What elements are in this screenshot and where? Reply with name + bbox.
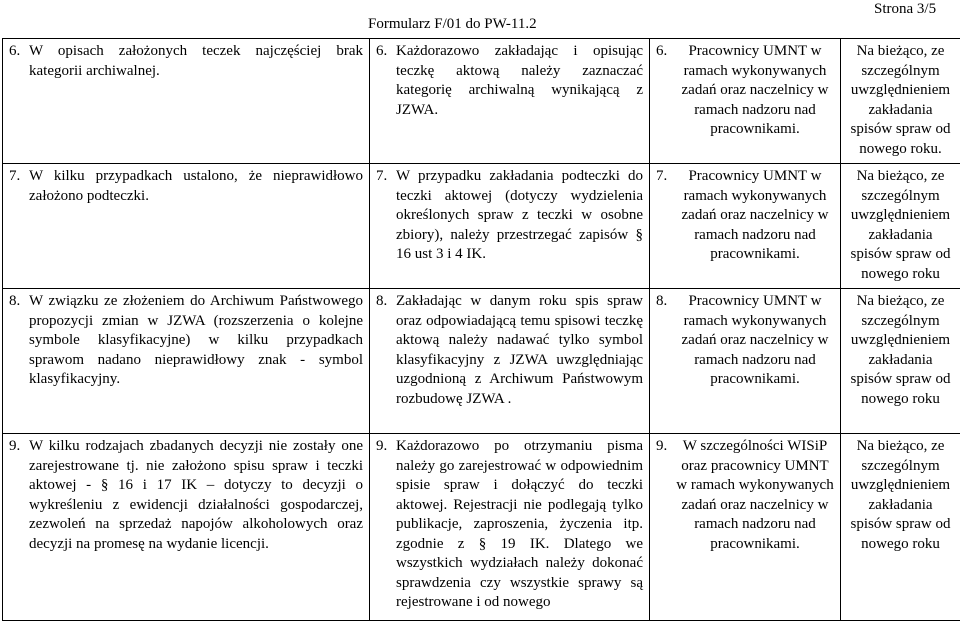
recommendation-cell: [370, 289, 650, 434]
recommendation-cell: [370, 39, 650, 164]
recommendation-cell: [370, 434, 650, 621]
finding-text: W kilku przypadkach ustalono, że nieprawidłowo założono podteczki.: [29, 167, 363, 206]
form-title: Formularz F/01 do PW-11.2: [368, 16, 537, 33]
recommendation-cell: [370, 164, 650, 289]
recommendation-text: Każdorazowo po otrzymaniu pisma należy go zarejestrować w odpowiednim spisie spraw i dołączyć do teczki aktowej. Rejestracji nie podlegają tylko publikacje, zaproszenia, życzenia itp. zgodnie z § 19 IK. Dlatego we wszystkich wydziałach należy dokonać sprawdzenia czy wszystkie sprawy są rejestrowane i od nowego: [396, 437, 643, 613]
deadline-cell: Na bieżąco, ze szczególnym uwzględnieniem zakładania spisów spraw od nowego roku: [841, 434, 960, 621]
item-number: 9.: [376, 437, 396, 613]
responsible-cell: [650, 39, 841, 164]
item-number: 9.: [656, 437, 676, 554]
table-row: [3, 164, 960, 289]
responsible-text: W szczególności WISiP oraz pracownicy UMNT w ramach wykonywanych zadań oraz naczelnicy w ramach nadzoru nad pracownikami.: [676, 437, 834, 554]
deadline-cell: Na bieżąco, ze szczególnym uwzględnieniem zakładania spisów spraw od nowego roku: [841, 289, 960, 434]
recommendation-text: Każdorazowo zakładając i opisując teczkę aktową należy zaznaczać kategorię archiwalną wynikającą z JZWA.: [396, 42, 643, 120]
finding-cell: [3, 164, 370, 289]
recommendation-text: Zakładając w danym roku spis spraw oraz odpowiadającą temu spisowi teczkę aktową należy nadawać tylko symbol klasyfikacyjny z JZWA uwzględniając uzgodnioną z Archiwum Państwowym rozbudowę JZWA .: [396, 292, 643, 409]
responsible-text: Pracownicy UMNT w ramach wykonywanych zadań oraz naczelnicy w ramach nadzoru nad pracownikami.: [676, 167, 834, 265]
responsible-cell: [650, 164, 841, 289]
findings-table: [2, 38, 960, 621]
finding-cell: [3, 39, 370, 164]
table-row: [3, 39, 960, 164]
item-number: 9.: [9, 437, 29, 554]
table-row: [3, 289, 960, 434]
responsible-cell: [650, 289, 841, 434]
deadline-cell: Na bieżąco, ze szczególnym uwzględnieniem zakładania spisów spraw od nowego roku: [841, 164, 960, 289]
recommendation-text: W przypadku zakładania podteczki do teczki aktowej (dotyczy wydzielenia określonych spraw z teczki w osobne zbiory), należy przestrzegać zapisów § 16 ust 3 i 4 IK.: [396, 167, 643, 265]
finding-cell: [3, 289, 370, 434]
table-row: [3, 434, 960, 621]
item-number: 7.: [376, 167, 396, 265]
item-number: 7.: [9, 167, 29, 206]
item-number: 6.: [376, 42, 396, 120]
item-number: 8.: [376, 292, 396, 409]
item-number: 7.: [656, 167, 676, 265]
item-number: 8.: [9, 292, 29, 390]
finding-cell: [3, 434, 370, 621]
page-number: Strona 3/5: [874, 1, 936, 18]
item-number: 6.: [656, 42, 676, 140]
item-number: 6.: [9, 42, 29, 81]
responsible-cell: [650, 434, 841, 621]
responsible-text: Pracownicy UMNT w ramach wykonywanych zadań oraz naczelnicy w ramach nadzoru nad pracownikami.: [676, 292, 834, 390]
finding-text: W związku ze złożeniem do Archiwum Państwowego propozycji zmian w JZWA (rozszerzenia o kolejne symbole klasyfikacyjne) w kilku przypadkach sprawom nadano nieprawidłowy znak - symbol klasyfikacyjny.: [29, 292, 363, 390]
deadline-cell: Na bieżąco, ze szczególnym uwzględnieniem zakładania spisów spraw od nowego roku.: [841, 39, 960, 164]
finding-text: W kilku rodzajach zbadanych decyzji nie zostały one zarejestrowane tj. nie założono spisu spraw i teczki aktowej - § 16 i 17 IK – dotyczy to decyzji o wykreśleniu z ewidencji działalności gospodarczej, zezwoleń na sprzedaż napojów alkoholowych oraz decyzji na promesę na wydanie licencji.: [29, 437, 363, 554]
responsible-text: Pracownicy UMNT w ramach wykonywanych zadań oraz naczelnicy w ramach nadzoru nad pracownikami.: [676, 42, 834, 140]
finding-text: W opisach założonych teczek najczęściej brak kategorii archiwalnej.: [29, 42, 363, 81]
item-number: 8.: [656, 292, 676, 390]
